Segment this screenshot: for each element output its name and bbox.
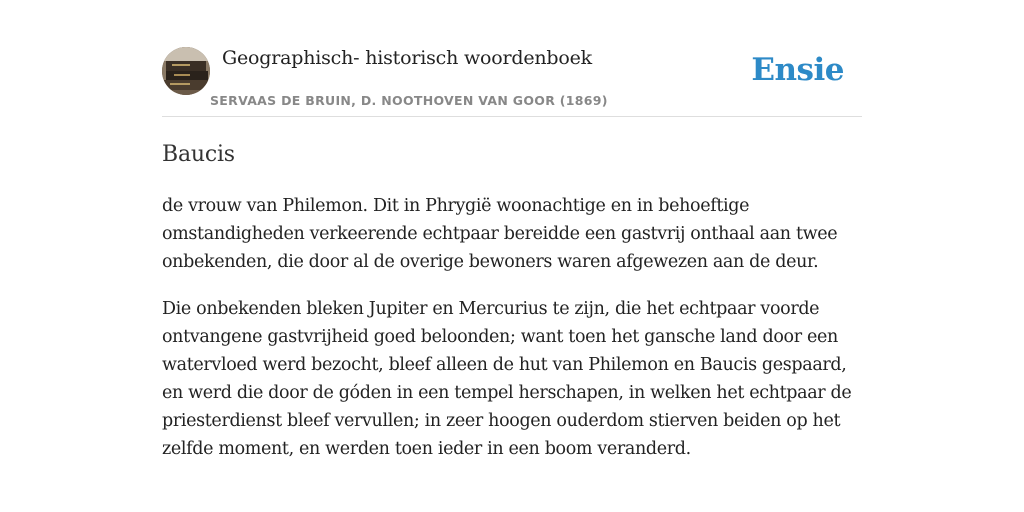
entry-title: Baucis (162, 142, 235, 167)
book-cover-icon (162, 47, 210, 95)
book-author: SERVAAS DE BRUIN, D. NOOTHOVEN VAN GOOR (1869) (210, 93, 608, 108)
book-header (162, 0, 862, 117)
book-avatar[interactable] (162, 47, 210, 95)
brand-logo[interactable]: Ensie (751, 52, 844, 88)
page-container (162, 0, 862, 512)
entry-content (162, 192, 862, 482)
entry-paragraph: Die onbekenden bleken Jupiter en Mercurius te zijn, die het echtpaar voorde ontvangene gastvrijheid goed beloonden; want toen het gansche land door een watervloed werd bezocht, bleef alleen de hut van Philemon en Baucis gespaard, en werd die door de góden in een tempel herschapen, in welken het echtpaar de priesterdienst bleef vervullen; in zeer hoogen ouderdom stierven beiden op het zelfde moment, en werden toen ieder in een boom veranderd. (162, 299, 852, 459)
book-title[interactable]: Geographisch- historisch woordenboek (222, 47, 592, 69)
entry-paragraph: de vrouw van Philemon. Dit in Phrygië woonachtige en in behoeftige omstandigheden verkeerende echtpaar bereidde een gastvrij onthaal aan twee onbekenden, die door al de overige bewoners waren afgewezen aan de deur. (162, 196, 838, 272)
